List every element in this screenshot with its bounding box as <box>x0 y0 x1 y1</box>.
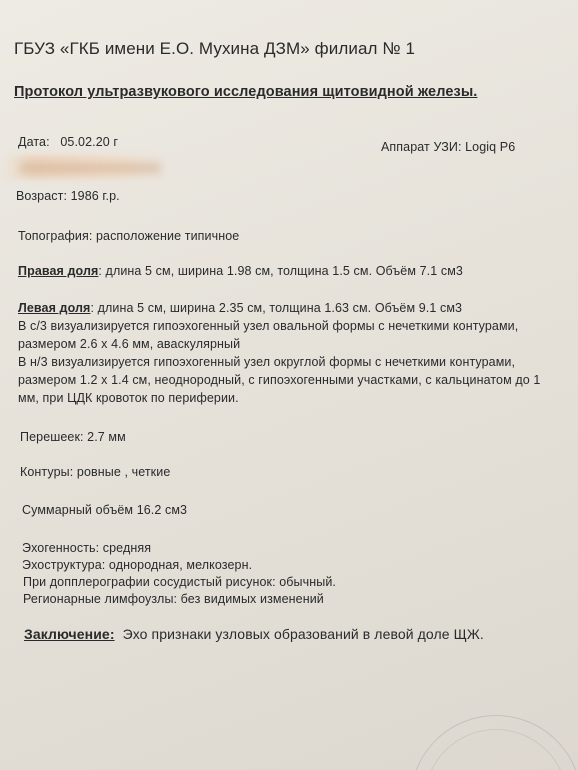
date-line <box>18 134 118 151</box>
left-lobe-detail: мм, при ЦДК кровоток по периферии. <box>18 391 239 405</box>
right-lobe-label: Правая доля <box>18 264 99 278</box>
conclusion-line <box>24 626 484 643</box>
device-value: Logiq P6 <box>465 140 516 154</box>
topography-line: Топография: расположение типичное <box>18 229 240 243</box>
conclusion-label: Заключение: <box>24 626 115 642</box>
left-lobe-detail: размером 1.2 х 1.4 см, неоднородный, с гипоэхогенными участками, с кальцинатом до 1 <box>18 373 541 387</box>
left-lobe-detail: В с/3 визуализируется гипоэхогенный узел овальной формы с нечеткими контурами, <box>18 319 519 333</box>
echostructure-line: Эхоструктура: однородная, мелкозерн. <box>22 558 253 572</box>
right-lobe-text: : длина 5 см, ширина 1.98 см, толщина 1.5 см. Объём 7.1 см3 <box>98 264 463 278</box>
echogenicity-line: Эхогенность: средняя <box>22 541 152 555</box>
lymph-nodes-line: Регионарные лимфоузлы: без видимых изменений <box>23 592 324 606</box>
age-line <box>16 188 120 205</box>
age-label: Возраст: <box>16 189 68 203</box>
left-lobe-detail: размером 2.6 х 4.6 мм, аваскулярный <box>18 337 241 351</box>
date-value: 05.02.20 г <box>60 135 119 149</box>
doppler-line: При допплерографии сосудистый рисунок: обычный. <box>23 575 336 589</box>
isthmus-line: Перешеек: 2.7 мм <box>20 430 126 444</box>
left-lobe-line <box>18 300 462 317</box>
contours-line: Контуры: ровные , четкие <box>20 465 171 479</box>
protocol-title: Протокол ультразвукового исследования щитовидной железы. <box>14 84 478 100</box>
hospital-header: ГБУЗ «ГКБ имени Е.О. Мухина ДЗМ» филиал № 1 <box>14 39 416 58</box>
conclusion-text: Эхо признаки узловых образований в левой доле ЩЖ. <box>122 626 484 642</box>
device-label: Аппарат УЗИ: <box>381 140 462 154</box>
device-line <box>381 139 515 156</box>
left-lobe-detail: В н/3 визуализируется гипоэхогенный узел округлой формы с нечеткими контурами, <box>18 355 516 369</box>
left-lobe-label: Левая доля <box>18 301 91 315</box>
total-volume-line: Суммарный объём 16.2 см3 <box>22 503 188 517</box>
left-lobe-text: : длина 5 см, ширина 2.35 см, толщина 1.63 см. Объём 9.1 см3 <box>90 301 463 315</box>
age-value: 1986 г.р. <box>70 189 120 203</box>
right-lobe-line <box>18 263 463 280</box>
date-label: Дата: <box>18 135 50 149</box>
redacted-name-smudge <box>20 163 160 173</box>
